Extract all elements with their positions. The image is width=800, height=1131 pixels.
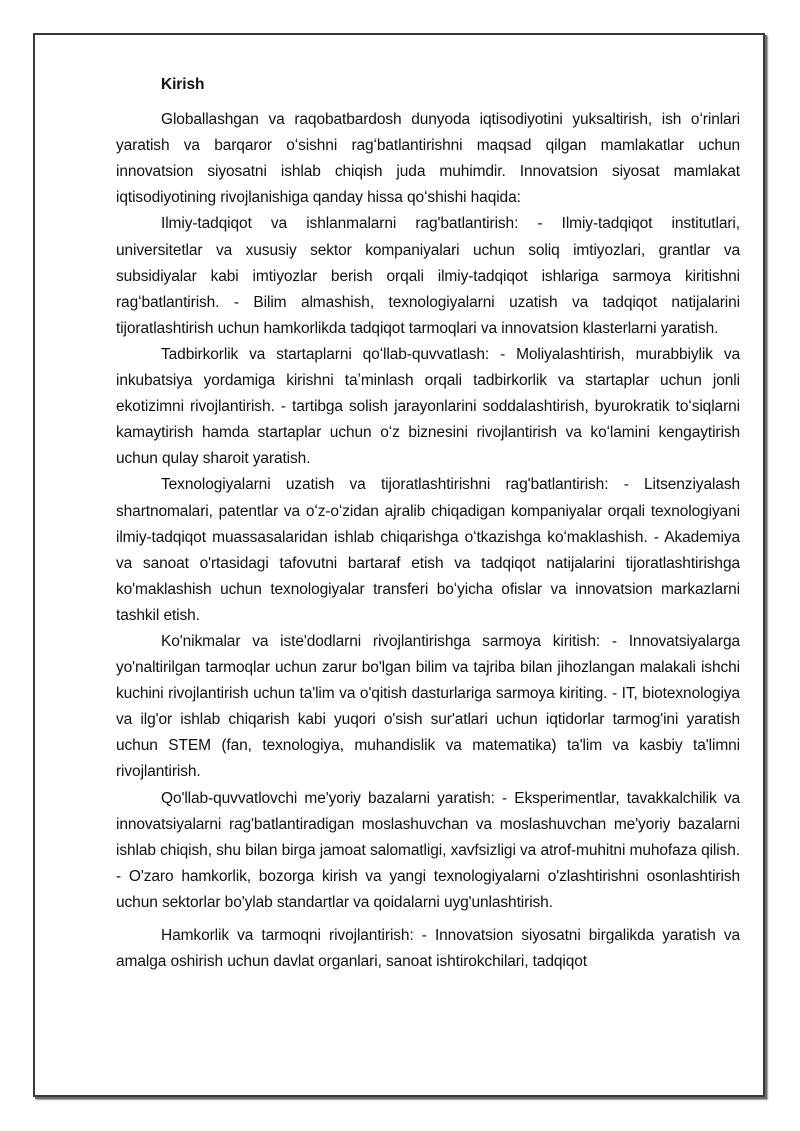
paragraph-skills: Ko'nikmalar va iste'dodlarni rivojlantirishga sarmoya kiritish: - Innovatsiyalarga yo'naltirilgan tarmoqlar uchun zarur bo'lgan bilim va tajriba bilan jihozlangan malakali ishchi kuchini rivojlantirish uchun ta'lim va o'qitish dasturlariga sarmoya kiriting. - IT, biotexnologiya va ilg'or ishlab chiqarish kabi yuqori o'sish sur'atlari uchun iqtidorlar tarmog'ini yaratish uchun STEM (fan, texnologiya, muhandislik va matematika) ta'lim va kasbiy ta'limni rivojlantirish. [116, 632, 740, 781]
section-heading: Kirish [161, 76, 205, 93]
paragraph-research: Ilmiy-tadqiqot va ishlanmalarni rag'batlantirish: - Ilmiy-tadqiqot institutlari, universitetlar va xususiy sektor kompaniyalari uchun soliq imtiyozlari, grantlar va subsidiyalar kabi imtiyozlar berish orqali ilmiy-tadqiqot ishlariga sarmoya kiritishni ragʻbatlantirish. - Bilim almashish, texnologiyalarni uzatish va tadqiqot natijalarini tijoratlashtirish uchun hamkorlikda tadqiqot tarmoqlari va innovatsion klasterlarni yaratish. [116, 215, 740, 337]
paragraph-startups: Tadbirkorlik va startaplarni qoʻllab-quvvatlash: - Moliyalashtirish, murabbiylik va inkubatsiya yordamiga kirishni taʼminlash orqali tadbirkorlik va startaplar uchun jonli ekotizimni rivojlantirish. - tartibga solish jarayonlarini soddalashtirish, byurokratik toʻsiqlarni kamaytirish hamda startaplar uchun oʻz biznesini rivojlantirish va koʻlamini kengaytirish uchun qulay sharoit yaratish. [116, 345, 740, 468]
document-body [116, 72, 740, 975]
paragraph-regulation: Qo'llab-quvvatlovchi me'yoriy bazalarni yaratish: - Eksperimentlar, tavakkalchilik va innovatsiyalarni rag'batlantiradigan moslashuvchan va moslashuvchan me'yoriy bazalarni ishlab chiqish, shu bilan birga jamoat salomatligi, xavfsizligi va atrof-muhitni muhofaza qilish. - O'zaro hamkorlik, bozorga kirish va yangi texnologiyalarni o'zlashtirishni osonlashtirish uchun sektorlar bo'ylab standartlar va qoidalarni uyg'unlashtirish. [116, 789, 740, 911]
paragraph-technology-transfer: Texnologiyalarni uzatish va tijoratlashtirishni rag'batlantirish: - Litsenziyalash shartnomalari, patentlar va oʻz-oʻzidan ajralib chiqadigan kompaniyalar orqali texnologiyani ilmiy-tadqiqot muassasalaridan ishlab chiqarishga oʻtkazishga koʻmaklashish. - Akademiya va sanoat o'rtasidagi tafovutni bartaraf etish va tadqiqot natijalarini tijoratlashtirishga ko'maklashish uchun texnologiyalar transferi boʻyicha ofislar va innovatsion markazlarni tashkil etish. [116, 476, 740, 624]
paragraph-collaboration: Hamkorlik va tarmoqni rivojlantirish: - Innovatsion siyosatni birgalikda yaratish va amalga oshirish uchun davlat organlari, sanoat ishtirokchilari, tadqiqot [116, 927, 740, 971]
paragraph-intro: Globallashgan va raqobatbardosh dunyoda iqtisodiyotini yuksaltirish, ish oʻrinlari yaratish va barqaror oʻsishni ragʻbatlantirishni maqsad qilgan mamlakatlar uchun innovatsion siyosatni ishlab chiqish juda muhimdir. Innovatsion siyosat mamlakat iqtisodiyotining rivojlanishiga qanday hissa qoʻshishi haqida: [116, 111, 740, 207]
